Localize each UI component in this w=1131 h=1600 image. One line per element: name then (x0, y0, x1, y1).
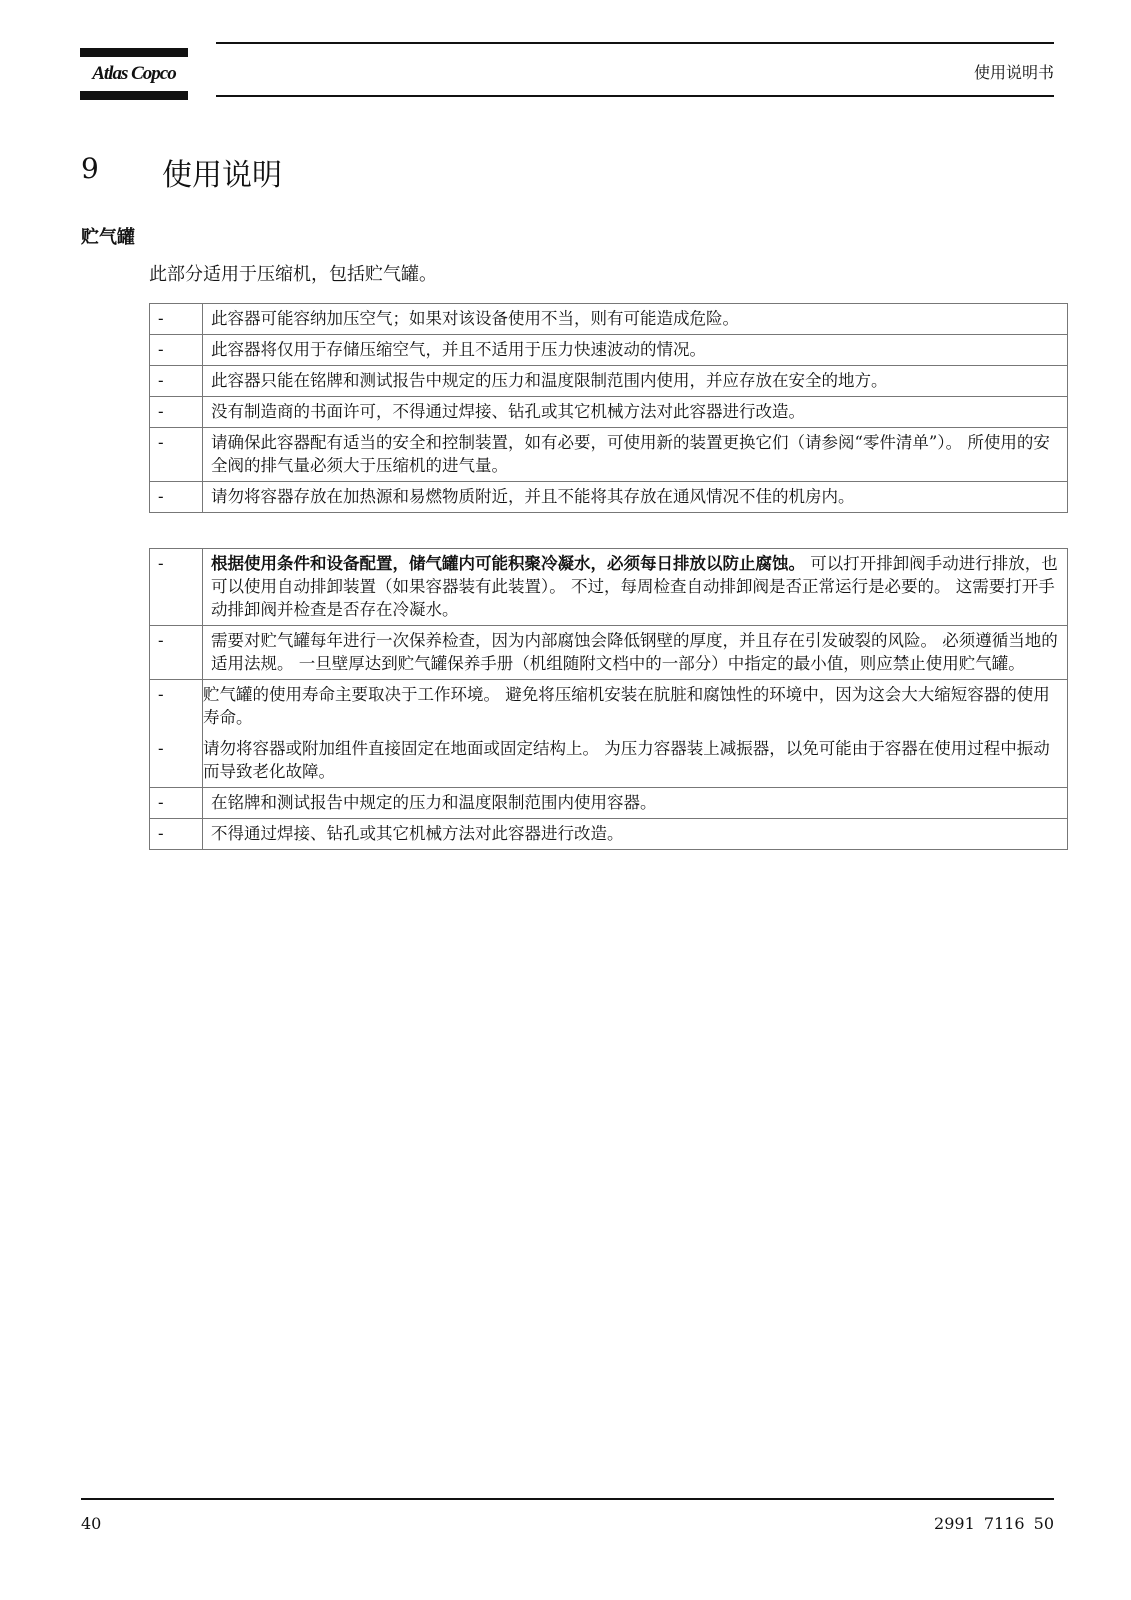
chapter-title: 使用说明 (162, 158, 282, 193)
document-number: 2991 7116 50 (934, 1514, 1054, 1533)
table-row (150, 366, 1068, 397)
bullet-dash: - (150, 366, 203, 397)
atlas-copco-logo (80, 48, 188, 100)
note-text: 此容器将仅用于存储压缩空气，并且不适用于压力快速波动的情况。 (203, 335, 1068, 366)
note-group (158, 680, 1068, 788)
table-row (150, 335, 1068, 366)
sub-note (158, 737, 1061, 783)
bullet-dash: - (158, 685, 164, 704)
bullet-dash: - (150, 626, 203, 680)
note-text: 请确保此容器配有适当的安全和控制装置，如有必要，可使用新的装置更换它们（请参阅“零件清单”）。 所使用的安全阀的排气量必须大于压缩机的进气量。 (203, 428, 1068, 482)
table-row (150, 397, 1068, 428)
note-text: 此容器只能在铭牌和测试报告中规定的压力和温度限制范围内使用，并应存放在安全的地方。 (203, 366, 1068, 397)
logo-wordmark: Atlas Copco (92, 63, 176, 84)
note-text: 不得通过焊接、钻孔或其它机械方法对此容器进行改造。 (203, 819, 1068, 850)
bullet-dash: - (150, 304, 203, 335)
table-row (150, 428, 1068, 482)
bullet-dash: - (150, 549, 203, 626)
note-text (203, 549, 1068, 626)
bullet-dash: - (150, 335, 203, 366)
header-rule-bottom (216, 95, 1054, 97)
note-text: 此容器可能容纳加压空气；如果对该设备使用不当，则有可能造成危险。 (203, 304, 1068, 335)
bullet-dash: - (158, 739, 164, 758)
logo-bar-bottom (80, 91, 188, 100)
footer-rule (81, 1498, 1054, 1500)
table-row (150, 482, 1068, 513)
header-rule-top (216, 42, 1054, 44)
table-row (150, 549, 1068, 626)
note-text: 没有制造商的书面许可，不得通过焊接、钻孔或其它机械方法对此容器进行改造。 (203, 397, 1068, 428)
note-text: 请勿将容器存放在加热源和易燃物质附近，并且不能将其存放在通风情况不佳的机房内。 (203, 482, 1068, 513)
document-title: 使用说明书 (973, 63, 1054, 82)
note-emphasis: 根据使用条件和设备配置，储气罐内可能积聚冷凝水，必须每日排放以防止腐蚀。 (211, 554, 805, 573)
page-number: 40 (81, 1514, 102, 1533)
bullet-dash: - (150, 482, 203, 513)
safety-notes-table (149, 303, 1068, 513)
table-row (150, 680, 1068, 788)
note-text: 在铭牌和测试报告中规定的压力和温度限制范围内使用容器。 (203, 788, 1068, 819)
bullet-dash: - (150, 397, 203, 428)
table-row (150, 788, 1068, 819)
table-row (150, 819, 1068, 850)
note-text: 请勿将容器或附加组件直接固定在地面或固定结构上。 为压力容器装上减振器，以免可能由于容器在使用过程中振动而导致老化故障。 (203, 739, 1050, 781)
logo-bar-top (80, 48, 188, 57)
section-heading: 贮气罐 (81, 227, 135, 248)
sub-note (158, 683, 1061, 729)
bullet-dash: - (150, 788, 203, 819)
section-intro: 此部分适用于压缩机，包括贮气罐。 (149, 264, 437, 285)
note-text: 贮气罐的使用寿命主要取决于工作环境。 避免将压缩机安装在肮脏和腐蚀性的环境中，因为这会大大缩短容器的使用寿命。 (203, 685, 1050, 727)
bullet-dash: - (150, 428, 203, 482)
chapter-number: 9 (81, 152, 99, 185)
table-row (150, 304, 1068, 335)
bullet-dash: - (150, 819, 203, 850)
table-row (150, 626, 1068, 680)
note-text-rest: 可以打开排卸阀手动进行排放，也可以使用自动排卸装置（如果容器装有此装置）。 不过，每周检查自动排卸阀是否正常运行是必要的。 这需要打开手动排卸阀并检查是否存在冷凝水。 (211, 554, 1058, 619)
maintenance-notes-table (149, 548, 1068, 850)
note-text: 需要对贮气罐每年进行一次保养检查，因为内部腐蚀会降低钢壁的厚度，并且存在引发破裂的风险。 必须遵循当地的适用法规。 一旦壁厚达到贮气罐保养手册（机组随附文档中的一部分）中指定的最小值，则应禁止使用贮气罐。 (203, 626, 1068, 680)
